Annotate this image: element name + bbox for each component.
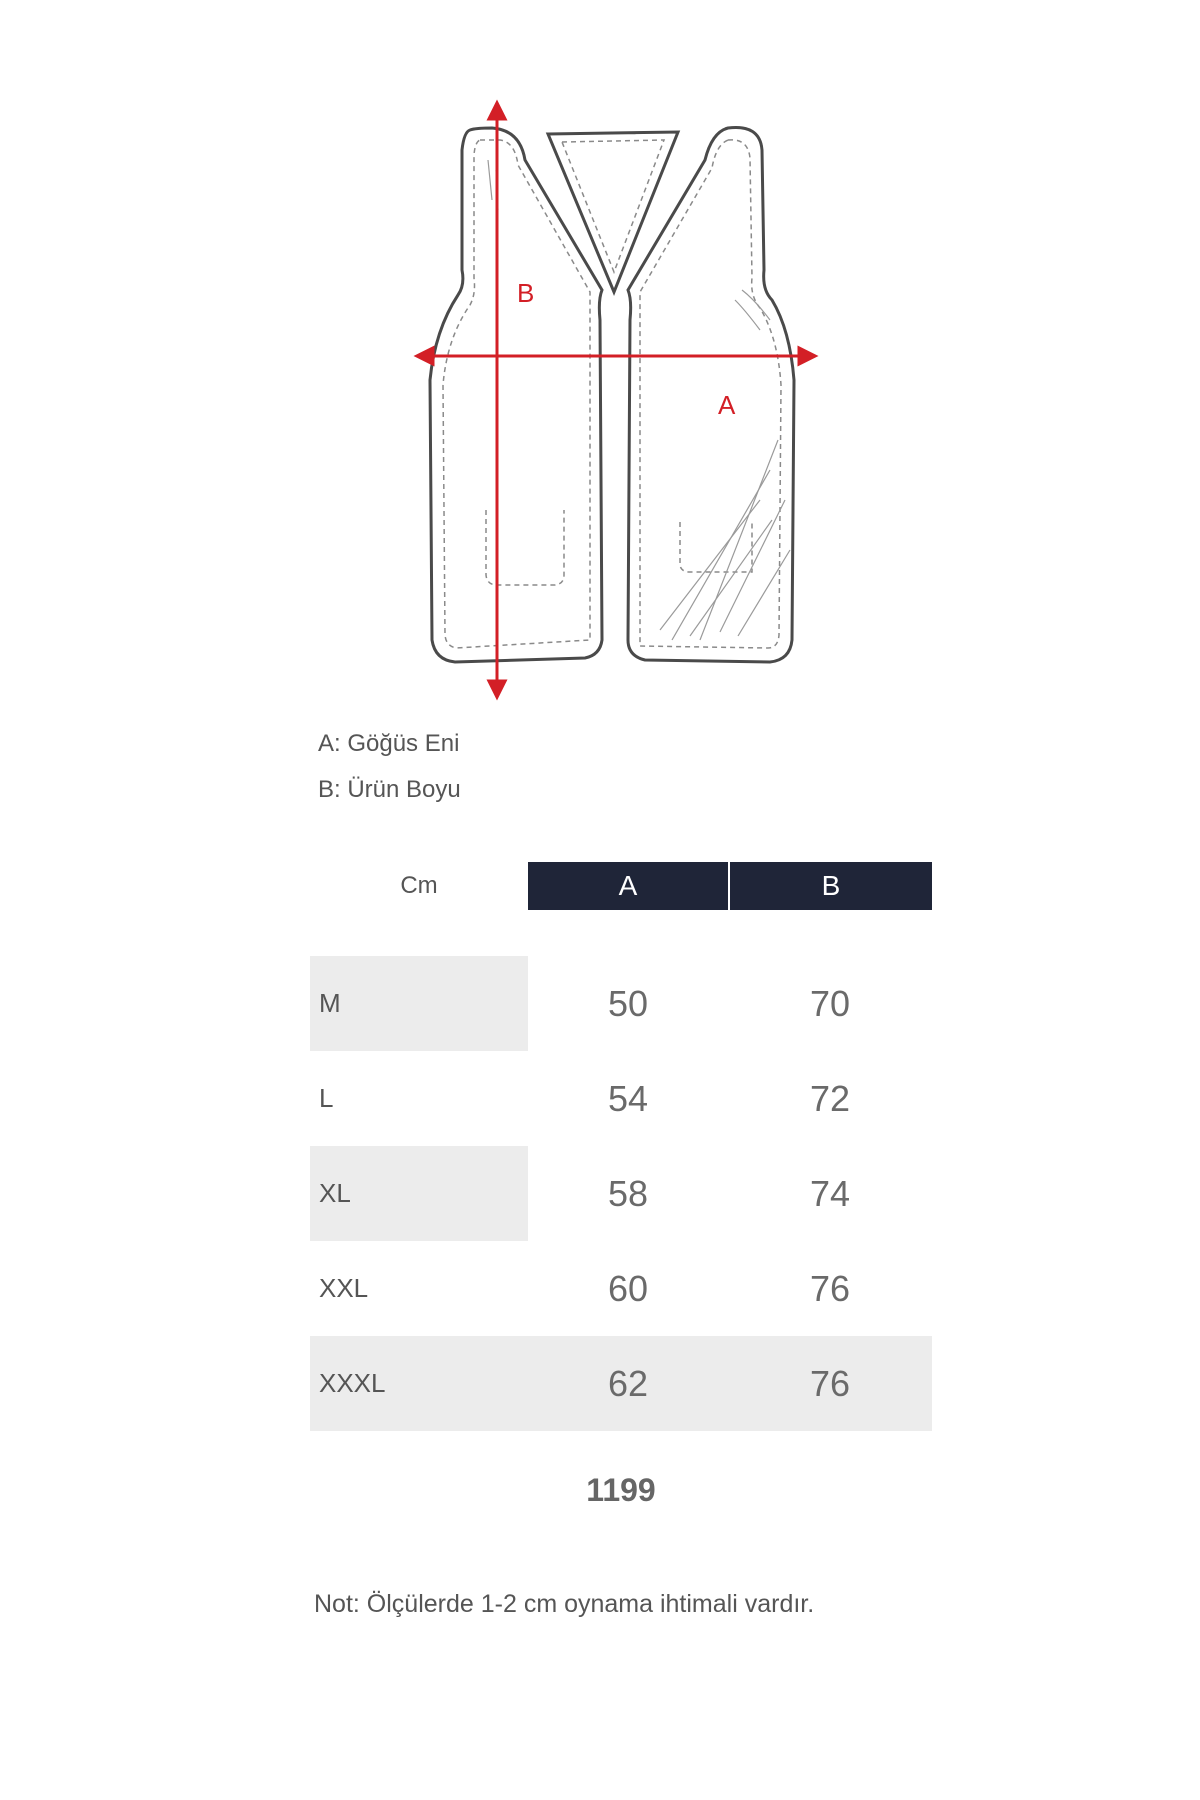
table-row — [310, 1241, 932, 1336]
value-b: 72 — [809, 1078, 851, 1119]
value-b: 76 — [809, 1268, 851, 1309]
legend-product-length: B: Ürün Boyu — [318, 776, 461, 803]
size-label: L — [319, 1083, 334, 1113]
size-label: XXXL — [319, 1368, 386, 1398]
size-label: XL — [319, 1178, 351, 1208]
value-a: 58 — [607, 1173, 649, 1214]
legend-chest-width: A: Göğüs Eni — [318, 730, 460, 757]
value-a: 62 — [607, 1363, 649, 1404]
value-a: 54 — [607, 1078, 649, 1119]
product-code: 1199 — [586, 1472, 656, 1508]
size-table — [310, 956, 932, 1431]
table-row — [310, 1051, 932, 1146]
measure-b-label: B — [517, 278, 535, 308]
table-header-a: A — [528, 862, 728, 910]
size-label: M — [319, 988, 341, 1018]
vest-left-stitch — [443, 140, 590, 648]
size-cell — [310, 956, 528, 1051]
table-unit-label: Cm — [400, 872, 438, 899]
value-a: 50 — [607, 983, 649, 1024]
vest-diagram — [0, 0, 1200, 720]
table-row — [310, 1336, 932, 1431]
size-cell — [310, 1051, 528, 1146]
measure-a-label: A — [718, 390, 736, 420]
value-b: 74 — [809, 1173, 851, 1214]
size-label: XXL — [319, 1273, 369, 1303]
table-row — [310, 1146, 932, 1241]
value-a: 60 — [607, 1268, 649, 1309]
table-header-b: B — [730, 862, 932, 910]
vest-left-panel — [430, 128, 602, 662]
value-b: 70 — [809, 983, 851, 1024]
table-row — [310, 956, 932, 1051]
vest-right-panel — [628, 127, 794, 662]
value-b: 76 — [809, 1363, 851, 1404]
measurement-note: Not: Ölçülerde 1-2 cm oynama ihtimali vardır. — [314, 1590, 815, 1618]
